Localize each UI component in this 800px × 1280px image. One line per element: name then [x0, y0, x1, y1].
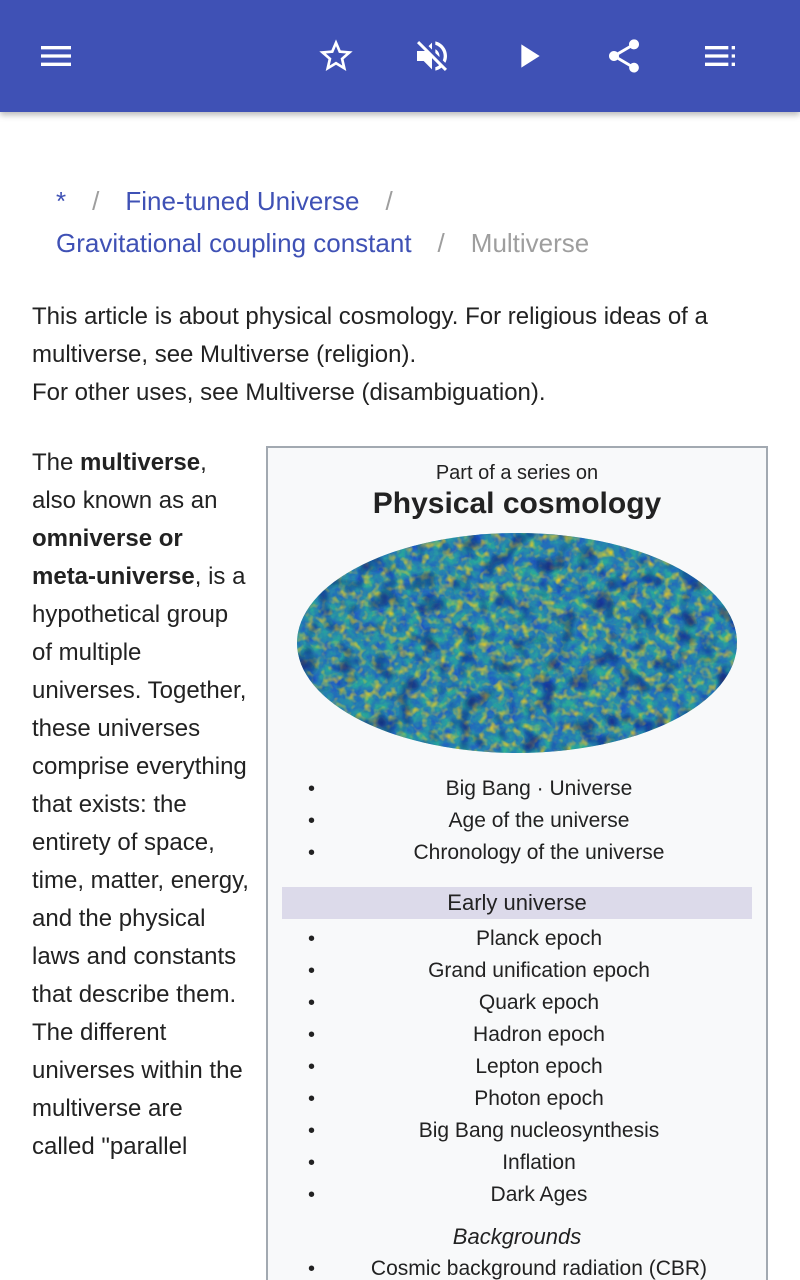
- lead-paragraph: [32, 444, 250, 1166]
- star-outline-icon[interactable]: [312, 32, 360, 80]
- hatnote-line-religion[interactable]: This article is about physical cosmology. For religious ideas of a multiverse, see Multiverse (religion).: [32, 303, 708, 368]
- lead-text: The: [32, 449, 81, 476]
- breadcrumb-separator: /: [437, 228, 445, 258]
- share-icon[interactable]: [600, 32, 648, 80]
- list-item[interactable]: • Quark epoch: [268, 987, 766, 1019]
- list-item[interactable]: • Grand unification epoch: [268, 955, 766, 987]
- breadcrumb-separator: /: [385, 186, 393, 216]
- infobox-section-header[interactable]: Early universe: [282, 887, 752, 919]
- lead-bold-term: omniverse or meta-universe: [32, 525, 195, 590]
- list-item[interactable]: • Inflation: [268, 1147, 766, 1179]
- infobox-title[interactable]: Physical cosmology: [372, 487, 662, 520]
- list-item[interactable]: • Photon epoch: [268, 1083, 766, 1115]
- hatnote: [32, 298, 772, 412]
- breadcrumb-link-gravitational-coupling-constant[interactable]: Gravitational coupling constant: [56, 228, 412, 258]
- list-item[interactable]: • Big Bang nucleosynthesis: [268, 1115, 766, 1147]
- volume-off-icon[interactable]: [408, 32, 456, 80]
- list-item[interactable]: • Planck epoch: [268, 923, 766, 955]
- infobox-intro-list: [268, 773, 766, 869]
- list-icon[interactable]: [696, 32, 744, 80]
- hamburger-menu-icon[interactable]: [32, 32, 80, 80]
- infobox-section-list: [268, 923, 766, 1211]
- breadcrumb-link-home[interactable]: *: [56, 186, 67, 216]
- breadcrumb-link-fine-tuned-universe[interactable]: Fine-tuned Universe: [125, 186, 360, 216]
- list-item[interactable]: • Dark Ages: [268, 1179, 766, 1211]
- lead-text: , is a hypothetical group of multiple universes. Together, these universes comprise everything that exists: the entirety of space, time, matter, energy, and the physical laws and constants that describe them. The different universes within the multiverse are called "parallel: [32, 563, 249, 1160]
- infobox-backgrounds-list: [268, 1253, 766, 1280]
- play-icon[interactable]: [504, 32, 552, 80]
- list-item[interactable]: • Cosmic background radiation (CBR): [268, 1253, 766, 1280]
- list-item[interactable]: • Age of the universe: [268, 805, 766, 837]
- breadcrumb-separator: /: [92, 186, 100, 216]
- cmb-sky-map-image[interactable]: [297, 533, 737, 753]
- article-content: [0, 112, 800, 1280]
- list-item[interactable]: • Hadron epoch: [268, 1019, 766, 1051]
- app-toolbar: [0, 0, 800, 112]
- list-item[interactable]: • Lepton epoch: [268, 1051, 766, 1083]
- breadcrumb: [56, 180, 776, 264]
- list-item[interactable]: • Big Bang · Universe: [268, 773, 766, 805]
- list-item[interactable]: • Chronology of the universe: [268, 837, 766, 869]
- hatnote-line-disambiguation[interactable]: For other uses, see Multiverse (disambiguation).: [32, 379, 546, 406]
- infobox-above: Part of a series on: [435, 462, 599, 484]
- breadcrumb-current: Multiverse: [470, 228, 590, 258]
- infobox: [266, 446, 768, 1280]
- infobox-subheading: Backgrounds: [452, 1224, 582, 1249]
- lead-text: , also known as an: [32, 449, 218, 514]
- lead-bold-term: multiverse: [80, 449, 201, 476]
